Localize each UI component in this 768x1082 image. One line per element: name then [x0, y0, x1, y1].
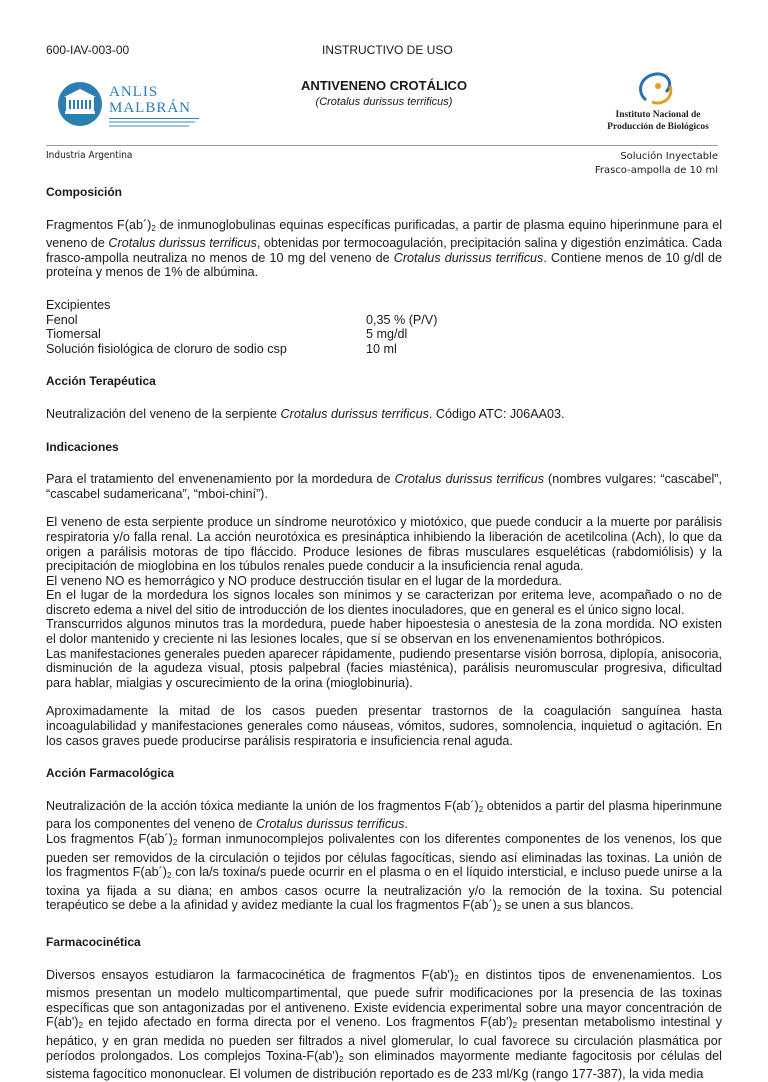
- document-code: 600-IAV-003-00: [46, 43, 130, 57]
- heading-accion-farmacologica: Acción Farmacológica: [46, 766, 175, 781]
- inpb-logo: [596, 70, 720, 140]
- logo-line-malbran: MALBRÁN: [109, 100, 192, 116]
- document-type: INSTRUCTIVO DE USO: [322, 43, 453, 57]
- indicaciones-paragraph: En el lugar de la mordedura los signos locales son mínimos y se caracterizan por eritema leve, acompañado o no de discreto edema a nivel del sitio de introducción de los dientes inoculadores, que en general es el único signo local.: [46, 588, 722, 617]
- excipient-row: Tiomersal 5 mg/dl: [46, 327, 408, 342]
- indicaciones-paragraph: Para el tratamiento del envenenamiento por la mordedura de Crotalus durissus terrificus (nombres vulgares: “cascabel”, “cascabel sudamericana”, “mboi-chiní”).: [46, 472, 722, 501]
- logo-line-anlis: ANLIS: [109, 84, 159, 100]
- product-form: Solución Inyectable: [620, 151, 718, 162]
- excipient-row: Solución fisiológica de cloruro de sodio csp 10 ml: [46, 341, 397, 356]
- composicion-paragraph: Fragmentos $F(ab´)_2$ de inmunoglobulinas equinas específicas purificadas, a partir de plasma equino hiperinmune para el veneno de Crotalus durissus terrificus, obtenidas por termocoagulación, precipitación salina y digestión enzimática. Cada frasco-ampolla neutraliza no menos de 10 mg del veneno de Crotalus durissus terrificus. Contiene menos de 10 g/dl de proteína y menos de 1% de albúmina.: [46, 217, 723, 280]
- document-body: [46, 185, 722, 1082]
- anlis-malbran-logo: [57, 80, 207, 130]
- heading-farmacocinetica: Farmacocinética: [46, 934, 141, 949]
- origin-label: Industria Argentina: [46, 150, 133, 161]
- heading-indicaciones: Indicaciones: [46, 439, 119, 454]
- document-title: ANTIVENENO CROTÁLICO: [300, 78, 468, 93]
- inpb-name-line2: Producción de Biológicos: [607, 122, 709, 132]
- accion-terapeutica-paragraph: Neutralización del veneno de la serpiente Crotalus durissus terrificus. Código ATC: J06AA03.: [46, 406, 565, 421]
- product-meta: [595, 150, 718, 178]
- indicaciones-paragraph: El veneno de esta serpiente produce un síndrome neurotóxico y miotóxico, que puede conducir a la muerte por parálisis respiratoria y/o falla renal. La acción neurotóxica es presináptica inhibiendo la liberación de acetilcolina (Ach), lo que da origen a parálisis motoras de tipo fláccido. Produce lesiones de fibras musculares esqueléticas (rabdomiólisis) y la precipitación de mioglobina en los túbulos renales puede conducir a la insuficiencia renal aguda.: [46, 515, 722, 574]
- farmacocinetica-paragraph: Diversos ensayos estudiaron la farmacocinética de fragmentos $F(ab')_2$ en distintos tipos de envenenamientos. Los mismos presentan un modelo multicompartimental, que puede sufrir modificaciones por la presencia de las toxinas específicas que son antagonizadas por el antiveneno. Existe evidencia experimental sobre una mayor concentración de $F(ab')_2$ en tejido afectado en forma directa por el veneno. Los fragmentos $F(ab')_2$ presentan metabolismo intestinal y hepático, y en gran medida no pueden ser filtrados a nivel glomerular, lo cual favorece su circulación plasmática por períodos prolongados. Los complejos Toxina-$F(ab')_2$ son eliminados mayormente mediante fagocitosis por células del sistema fagocítico mononuclear. El volumen de distribución reportado es de 233 ml/Kg (rango 177-387), la vida media: [46, 967, 722, 1082]
- heading-accion-terapeutica: Acción Terapéutica: [46, 374, 156, 389]
- inpb-swirl-icon: [596, 70, 720, 110]
- header-divider: [46, 145, 718, 146]
- logo-tagline-bar: [109, 121, 195, 123]
- logo-underline: [109, 118, 199, 119]
- product-presentation: Frasco-ampolla de 10 ml: [594, 165, 718, 176]
- indicaciones-paragraph: Las manifestaciones generales pueden aparecer rápidamente, pudiendo presentarse visión borrosa, diplopía, anisocoria, disminución de la agudeza visual, ptosis palpebral (facies miasténica), parálisis neuromuscular progresiva, dificultad para hablar, mialgias y oscurecimiento de la orina (mioglobinuria).: [46, 646, 722, 690]
- inpb-name-line1: Instituto Nacional de: [615, 110, 701, 120]
- indicaciones-paragraph: El veneno NO es hemorrágico y NO produce destrucción tisular en el lugar de la mordedura.: [46, 573, 562, 588]
- excipientes-label: Excipientes: [46, 297, 111, 312]
- excipient-row: Fenol 0,35 % (P/V): [46, 312, 438, 327]
- accion-farmacologica-paragraph: Neutralización de la acción tóxica mediante la unión de los fragmentos $F(ab´)_2$ obtenidos a partir del plasma hiperinmune para los componentes del veneno de Crotalus durissus terrificus.: [46, 798, 722, 832]
- indicaciones-paragraph: Aproximadamente la mitad de los casos pueden presentar trastornos de la coagulación sanguínea hasta incoagulabilidad y manifestaciones generales como náuseas, vómitos, sudores, somnolencia, inquietud o agitación. En los casos graves puede producirse parálisis respiratoria e insuficiencia renal aguda.: [46, 704, 722, 748]
- logo-tagline-bar: [109, 125, 189, 127]
- document-subtitle: (Crotalus durissus terrificus): [315, 96, 453, 108]
- heading-composicion: Composición: [46, 185, 123, 199]
- indicaciones-paragraph: Transcurridos algunos minutos tras la mordedura, puede haber hipoestesia o anestesia de la zona mordida. NO existen el dolor mantenido y creciente ni las lesiones locales, que sí se observan en los envenenamientos bothrópicos.: [46, 617, 722, 647]
- accion-farmacologica-paragraph: Los fragmentos $F(ab´)_2$ forman inmunocomplejos polivalentes con los diferentes componentes de los venenos, los que pueden ser removidos de la circulación o tejidos por células fagocíticas, siendo así eliminadas las toxinas. La unión de los fragmentos $F(ab´)_2$ con la/s toxina/s puede ocurrir en el plasma o en el líquido intersticial, e incluso puede unirse a la toxina ya fijada a su diana; en ambos casos ocurre la neutralización y/o la remoción de la toxina. Su potencial terapéutico se debe a la afinidad y avidez mediante la cual los fragmentos $F(ab´)_2$ se unen a sus blancos.: [46, 832, 722, 914]
